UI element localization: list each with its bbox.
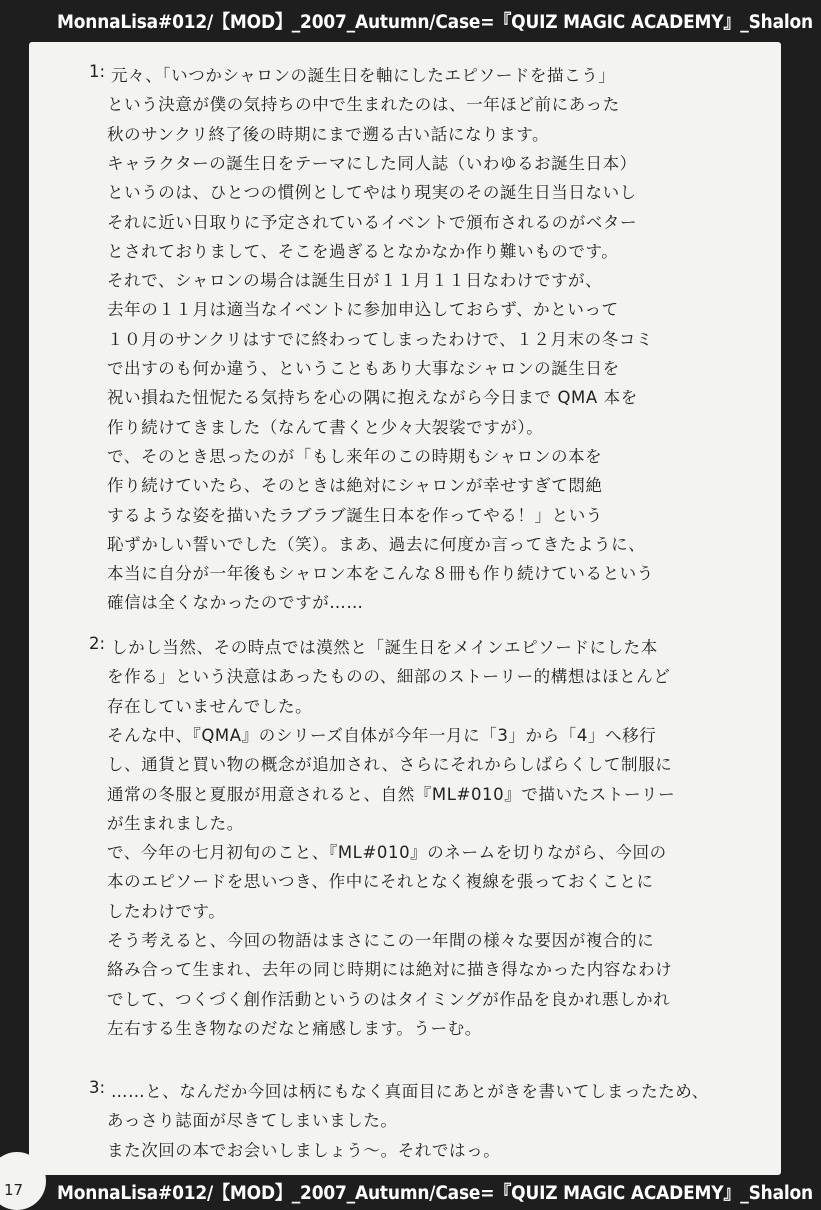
text-line: ……と、なんだか今回は柄にもなく真面目にあとがきを書いてしまったため、: [111, 1082, 709, 1101]
section-number: 2:: [89, 634, 106, 653]
text-line: するような姿を描いたラブラブ誕生日本を作ってやる！」という: [107, 505, 603, 525]
text-line: 通常の冬服と夏服が用意されると、自然『ML#010』で描いたストーリー: [107, 784, 676, 804]
text-line: で、今年の七月初旬のこと、『ML#010』のネームを切りながら、今回の: [107, 843, 667, 863]
text-line: １０月のサンクリはすでに終わってしまったわけで、１２月末の冬コミ: [107, 329, 654, 349]
text-line: そう考えると、今回の物語はまさにこの一年間の様々な要因が複合的に: [107, 931, 655, 950]
page-body: [29, 42, 781, 1175]
text-line: それに近い日取りに予定されているイベントで頒布されるのがベター: [107, 212, 638, 232]
text-line: キャラクターの誕生日をテーマにした同人誌（いわゆるお誕生日本）: [107, 153, 637, 173]
header-title: MonnaLisa#012/【MOD】_2007_Autumn/Case=『QUIZ MAGIC ACADEMY』_Shalon: [57, 12, 813, 33]
text-line: しかし当然、その時点では漠然と「誕生日をメインエピソードにした本: [111, 638, 658, 657]
text-line: 絡み合って生まれ、去年の同じ時期には絶対に描き得なかった内容なわけ: [107, 960, 673, 980]
text-line: が生まれました。: [107, 813, 244, 833]
text-line: で出すのも何か違う、ということもあり大事なシャロンの誕生日を: [107, 359, 620, 378]
text-line: あっさり誌面が尽きてしまいました。: [107, 1111, 398, 1131]
text-line: 本当に自分が一年後もシャロン本をこんな８冊も作り続けているという: [107, 564, 654, 584]
text-line: とされておりまして、そこを過ぎるとなかなか作り難いものです。: [107, 241, 619, 261]
section-number: 1:: [89, 62, 106, 81]
footer-title: MonnaLisa#012/【MOD】_2007_Autumn/Case=『QUIZ MAGIC ACADEMY』_Shalon: [57, 1183, 813, 1204]
text-line: 存在していませんでした。: [107, 696, 313, 716]
header-bar: [0, 0, 821, 42]
text-line: を作る」という決意はあったものの、細部のストーリー的構想はほとんど: [107, 667, 671, 687]
text-line: 秋のサンクリ終了後の時期にまで遡る古い話になります。: [107, 124, 550, 144]
text-line: そんな中、『QMA』のシリーズ自体が今年一月に「3」から「4」へ移行: [107, 725, 657, 745]
text-line: したわけです。: [107, 901, 226, 921]
page-number: 17: [4, 1181, 24, 1199]
text-line: 元々、「いつかシャロンの誕生日を軸にしたエピソードを描こう」: [111, 66, 616, 85]
text-line: というのは、ひとつの慣例としてやはり現実のその誕生日当日ないし: [107, 183, 637, 203]
text-line: 恥ずかしい誓いでした（笑）。まあ、過去に何度か言ってきたように、: [107, 534, 646, 554]
text-line: 本のエピソードを思いつき、作中にそれとなく複線を張っておくことに: [107, 872, 654, 892]
text-line: という決意が僕の気持ちの中で生まれたのは、一年ほど前にあった: [107, 95, 620, 115]
text-line: でして、つくづく創作活動というのはタイミングが作品を良かれ悪しかれ: [107, 989, 671, 1009]
text-line: それで、シャロンの場合は誕生日が１１月１１日なわけですが、: [107, 271, 603, 291]
text-line: 去年の１１月は適当なイベントに参加申込しておらず、かといって: [107, 300, 619, 320]
text-line: し、通貨と買い物の概念が追加され、さらにそれからしばらくして制服に: [107, 755, 673, 775]
text-line: 確信は全くなかったのですが……: [107, 593, 364, 613]
text-line: 作り続けてきました（なんて書くと少々大袈裟ですが）。: [107, 417, 544, 437]
text-line: また次回の本でお会いしましょう～。それではっ。: [107, 1140, 501, 1160]
text-line: 祝い損ねた忸怩たる気持ちを心の隅に抱えながら今日まで QMA 本を: [107, 388, 638, 408]
text-line: 左右する生き物なのだなと痛感します。うーむ。: [107, 1018, 482, 1038]
text-line: 作り続けていたら、そのときは絶対にシャロンが幸せすぎて悶絶: [107, 476, 603, 496]
text-line: で、そのとき思ったのが「もし来年のこの時期もシャロンの本を: [107, 446, 603, 466]
section-number: 3:: [89, 1078, 106, 1097]
